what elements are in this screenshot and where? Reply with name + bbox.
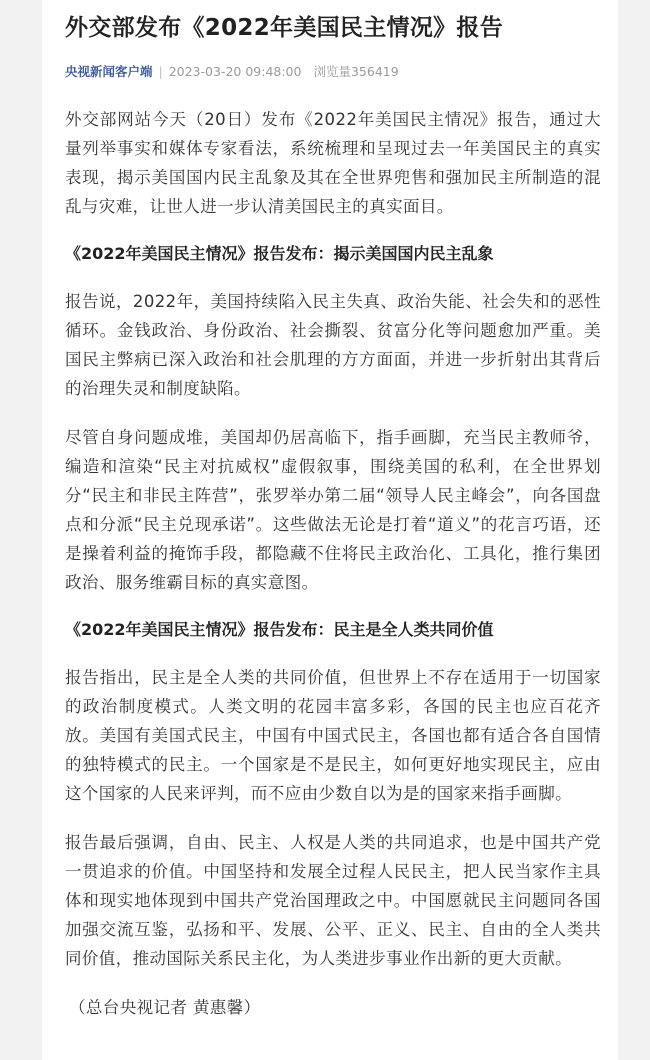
article-paragraph: 报告说，2022年，美国持续陷入民主失真、政治失能、社会失和的恶性循环。金钱政治、身份政治、社会撕裂、贫富分化等问题愈加严重。美国民主弊病已深入政治和社会肌理的方方面面，并进一步折射出其背后的治理失灵和制度缺陷。 <box>65 292 601 398</box>
article-paragraph: 报告指出，民主是全人类的共同价值，但世界上不存在适用于一切国家的政治制度模式。人类文明的花园丰富多彩，各国的民主也应百花齐放。美国有美国式民主，中国有中国式民主，各国也都有适合各自国情的独特模式的民主。一个国家是不是民主，如何更好地实现民主，应由这个国家的人民来评判，而不应由少数自以为是的国家来指手画脚。 <box>65 668 601 803</box>
article-byline: （总台央视记者 黄惠馨） <box>69 998 261 1017</box>
article-meta <box>65 63 601 81</box>
publish-datetime: 2023-03-20 09:48:00 <box>168 64 302 79</box>
article-container <box>65 0 601 1042</box>
meta-separator: | <box>158 64 163 79</box>
article-paragraph: 外交部网站今天（20日）发布《2022年美国民主情况》报告，通过大量列举事实和媒体专家看法，系统梳理和呈现过去一年美国民主的真实表现，揭示美国国内民主乱象及其在全世界兜售和强加民主所制造的混乱与灾难，让世人进一步认清美国民主的真实面目。 <box>65 110 601 216</box>
article-paragraph: 报告最后强调，自由、民主、人权是人类的共同追求，也是中国共产党一贯追求的价值。中国坚持和发展全过程人民民主，把人民当家作主具体和现实地体现到中国共产党治国理政之中。中国愿就民主问题同各国加强交流互鉴，弘扬和平、发展、公平、正义、民主、自由的全人类共同价值，推动国际关系民主化，为人类进步事业作出新的更大贡献。 <box>65 833 601 968</box>
section-heading: 《2022年美国民主情况》报告发布：揭示美国国内民主乱象 <box>65 244 494 263</box>
section-heading: 《2022年美国民主情况》报告发布：民主是全人类共同价值 <box>65 620 494 639</box>
article-paragraph: 尽管自身问题成堆，美国却仍居高临下，指手画脚，充当民主教师爷，编造和渲染“民主对抗威权”虚假叙事，围绕美国的私利，在全世界划分“民主和非民主阵营”，张罗举办第二届“领导人民主峰会”，向各国盘点和分派“民主兑现承诺”。这些做法无论是打着“道义”的花言巧语，还是操着利益的掩饰手段，都隐藏不住将民主政治化、工具化，推行集团政治、服务维霸目标的真实意图。 <box>65 428 601 592</box>
article-page <box>42 0 618 1060</box>
article-title: 外交部发布《2022年美国民主情况》报告 <box>65 15 504 41</box>
views-count: 356419 <box>350 64 399 79</box>
views-label: 浏览量 <box>313 64 351 79</box>
article-body <box>65 105 601 1022</box>
source-link[interactable]: 央视新闻客户端 <box>65 64 153 79</box>
